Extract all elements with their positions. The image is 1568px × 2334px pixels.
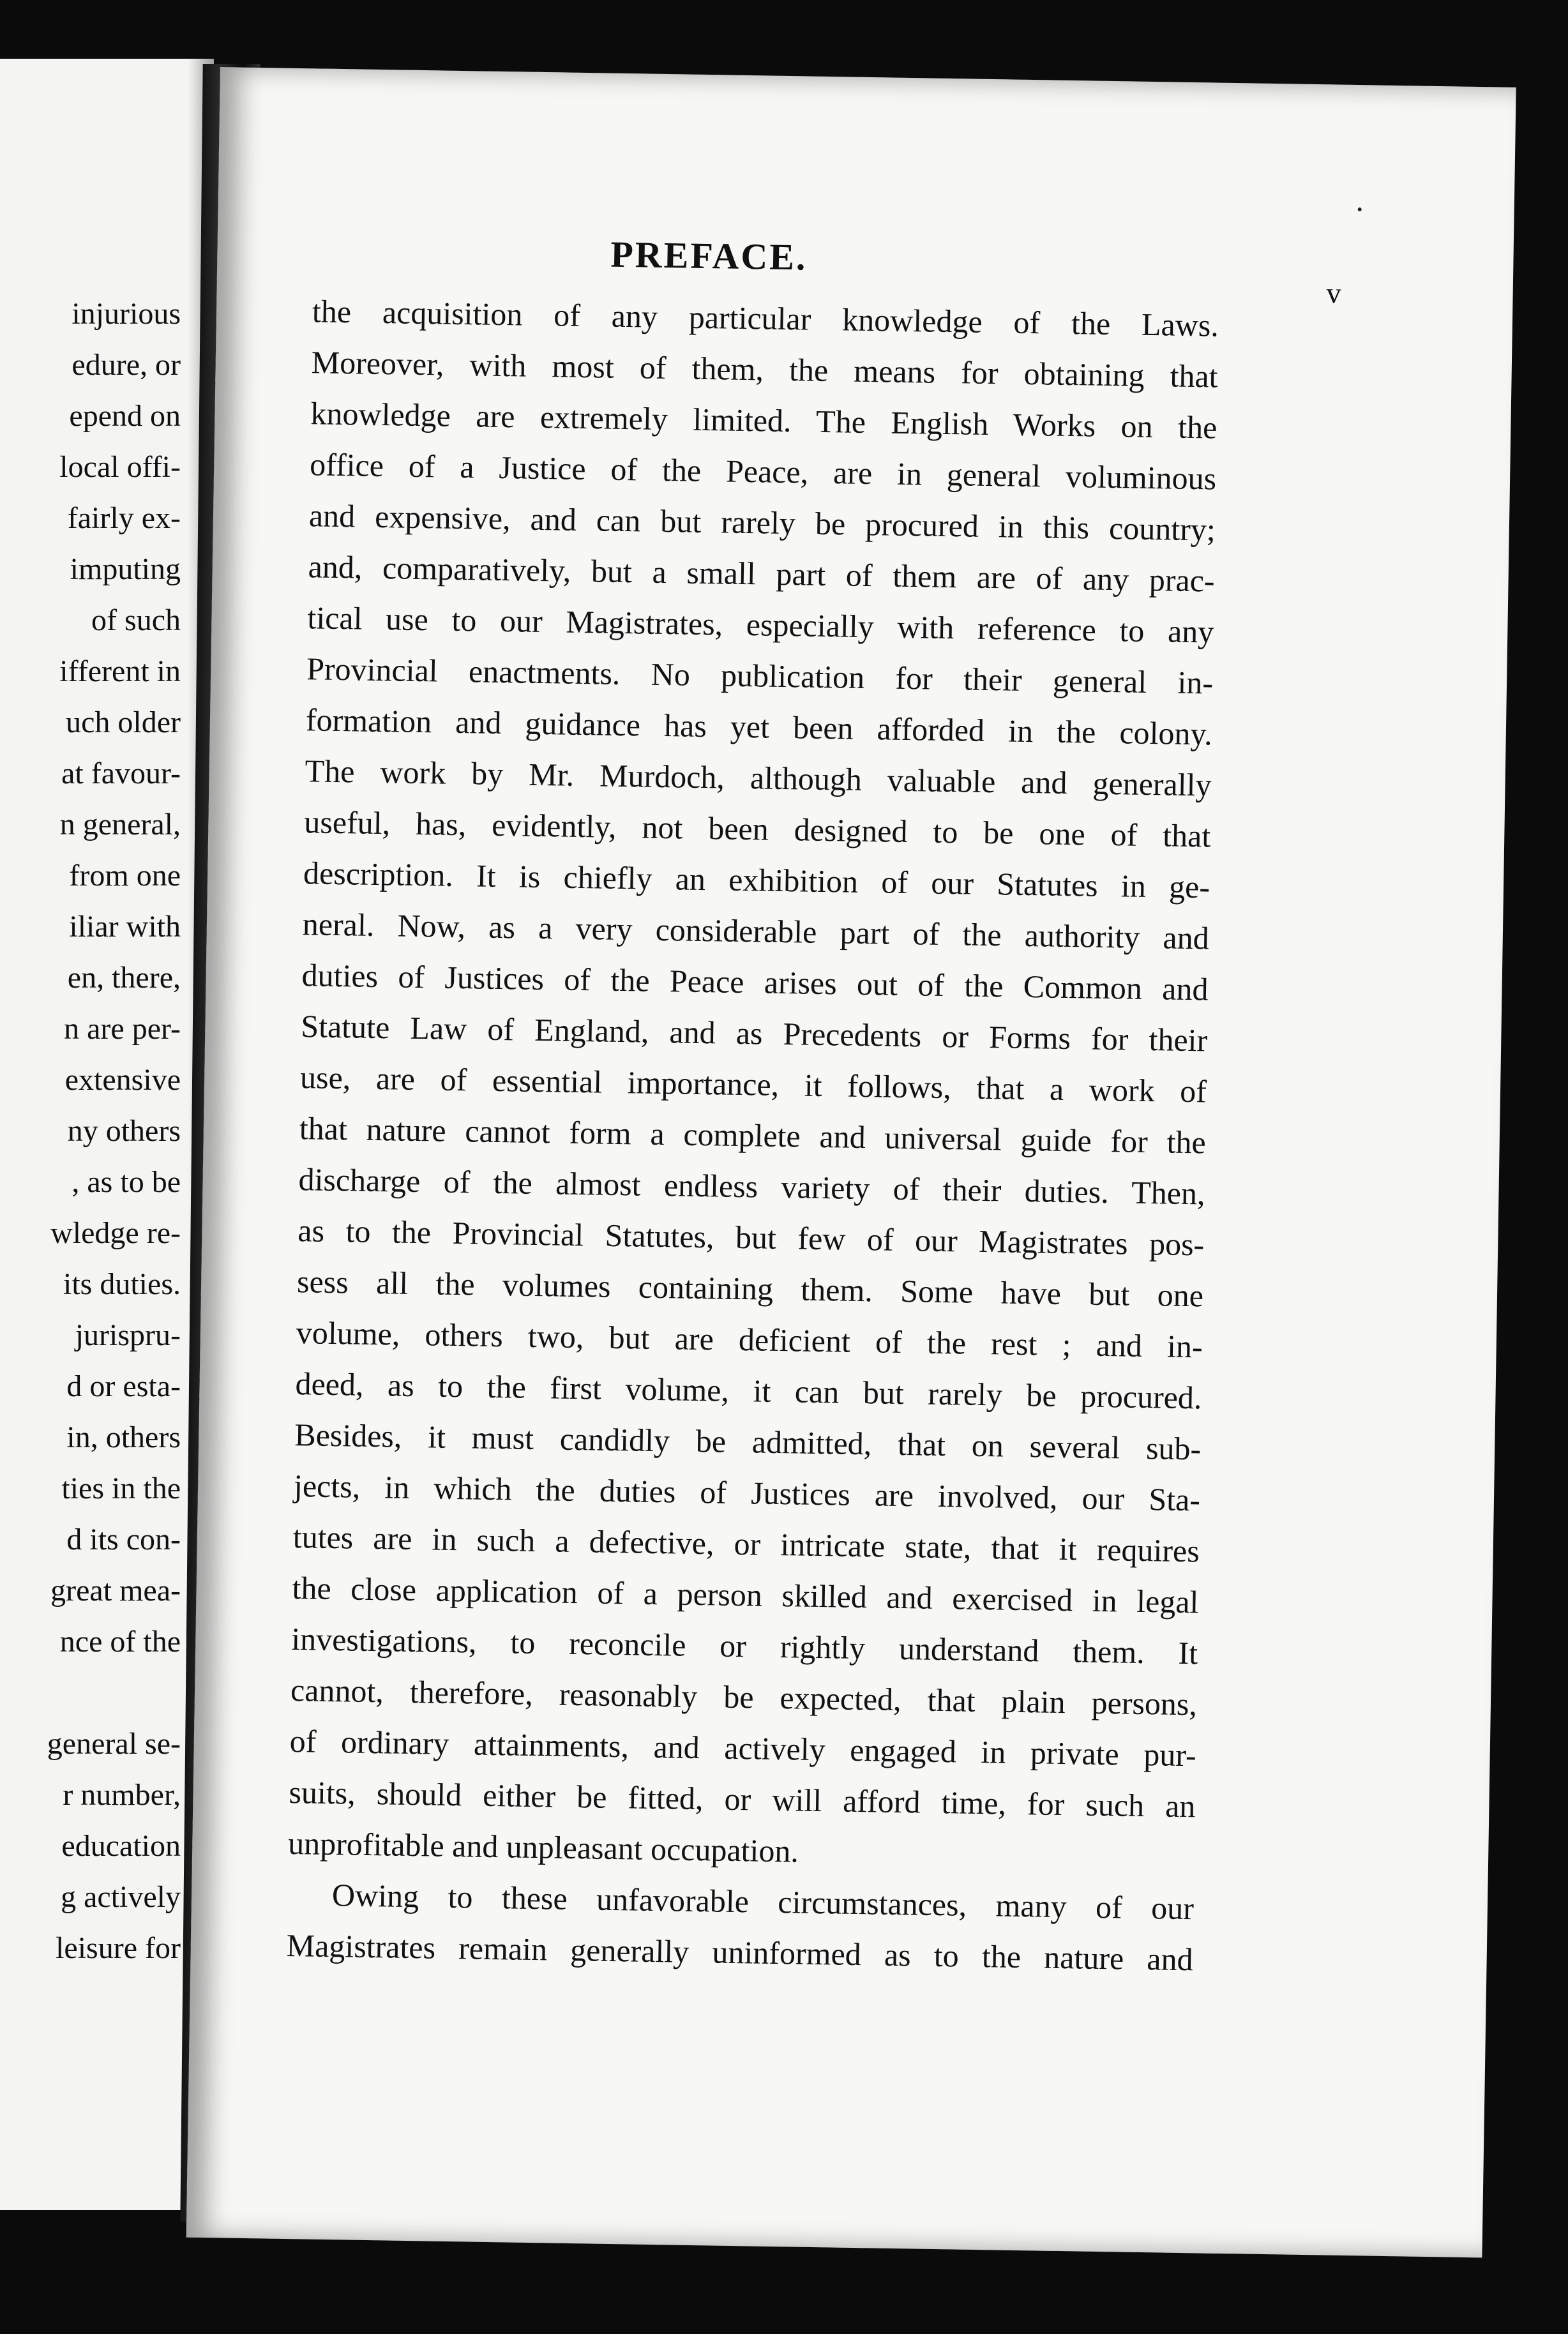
previous-page-line: r number, bbox=[63, 1778, 181, 1812]
preface-page bbox=[186, 67, 1516, 2257]
previous-page-line: ny others bbox=[67, 1114, 181, 1148]
previous-page-line: great mea- bbox=[50, 1574, 181, 1607]
text-line: as to the Provincial Statutes, but few of our Magistrates pos- bbox=[297, 1212, 1205, 1263]
previous-page-line: n general, bbox=[59, 808, 181, 841]
previous-page-line: imputing bbox=[70, 552, 181, 586]
previous-page-line: fairly ex- bbox=[67, 501, 181, 535]
text-line: Magistrates remain generally uninformed as to the nature and bbox=[286, 1927, 1194, 1978]
previous-page-line: n are per- bbox=[64, 1012, 181, 1046]
previous-page-line: iliar with bbox=[69, 910, 181, 944]
text-line: volume, others two, but are deficient of the rest ; and in- bbox=[296, 1314, 1203, 1365]
previous-page-line: injurious bbox=[72, 297, 181, 331]
text-line: tical use to our Magistrates, especially with reference to any bbox=[307, 599, 1214, 650]
text-line: knowledge are extremely limited. The English Works on the bbox=[310, 395, 1217, 446]
previous-page-line: jurispru- bbox=[75, 1318, 181, 1352]
previous-page-line: in, others bbox=[66, 1420, 181, 1454]
previous-page-line: from one bbox=[69, 859, 181, 892]
text-line: suits, should either be fitted, or will afford time, for such an bbox=[289, 1774, 1196, 1825]
text-line: description. It is chiefly an exhibition of our Statutes in ge- bbox=[303, 855, 1210, 905]
previous-page-line: uch older bbox=[66, 705, 181, 739]
previous-page-line: education bbox=[61, 1829, 181, 1863]
text-line: useful, has, evidently, not been designed to be one of that bbox=[304, 804, 1211, 854]
text-line: neral. Now, as a very considerable part of the authority and bbox=[302, 906, 1210, 956]
previous-page-line: , as to be bbox=[72, 1165, 181, 1199]
previous-page-line: d or esta- bbox=[66, 1369, 181, 1403]
text-line: and, comparatively, but a small part of them are of any prac- bbox=[308, 548, 1215, 599]
text-line: sess all the volumes containing them. Some have but one bbox=[296, 1263, 1204, 1314]
previous-page-line: d its con- bbox=[66, 1523, 181, 1556]
paper-speck bbox=[1358, 207, 1362, 211]
text-line: cannot, therefore, reasonably be expected, that plain persons, bbox=[290, 1672, 1198, 1722]
text-line: use, are of essential importance, it follows, that a work of bbox=[299, 1059, 1207, 1110]
previous-page bbox=[0, 59, 214, 2210]
text-line: Moreover, with most of them, the means for obtaining that bbox=[311, 344, 1219, 395]
text-line: duties of Justices of the Peace arises out of the Common and bbox=[301, 957, 1209, 1007]
previous-page-line: general se- bbox=[47, 1727, 181, 1761]
previous-page-line: wledge re- bbox=[50, 1216, 181, 1250]
previous-page-line: of such bbox=[91, 603, 181, 637]
previous-page-line: epend on bbox=[69, 399, 181, 433]
previous-page-line bbox=[0, 1668, 181, 1719]
previous-page-line: g actively bbox=[61, 1880, 181, 1914]
text-line: and expensive, and can but rarely be procured in this country; bbox=[308, 497, 1216, 548]
previous-page-line: at favour- bbox=[61, 757, 181, 790]
text-line: that nature cannot form a complete and universal guide for the bbox=[299, 1110, 1207, 1161]
text-line: investigations, to reconcile or rightly understand them. It bbox=[290, 1621, 1198, 1671]
text-line: Owing to these unfavorable circumstances, many of our bbox=[331, 1877, 1195, 1927]
page-header: PREFACE. bbox=[610, 233, 808, 278]
text-line: deed, as to the first volume, it can but rarely be procured. bbox=[295, 1366, 1202, 1416]
text-line: Statute Law of England, and as Precedents or Forms for their bbox=[300, 1008, 1208, 1058]
previous-page-line: extensive bbox=[64, 1063, 181, 1097]
previous-page-text bbox=[0, 289, 181, 1974]
text-line: formation and guidance has yet been afforded in the colony. bbox=[305, 702, 1213, 752]
text-line: the acquisition of any particular knowledge of the Laws. bbox=[312, 293, 1219, 343]
previous-page-line: leisure for bbox=[56, 1931, 181, 1965]
text-line: unprofitable and unpleasant occupation. bbox=[287, 1825, 799, 1869]
text-line: Provincial enactments. No publication for their general in- bbox=[306, 651, 1214, 701]
body-text bbox=[286, 285, 1219, 1985]
previous-page-line: local offi- bbox=[59, 450, 181, 484]
text-line: Besides, it must candidly be admitted, that on several sub- bbox=[294, 1417, 1202, 1467]
previous-page-line: edure, or bbox=[72, 348, 181, 382]
text-line: office of a Justice of the Peace, are in general voluminous bbox=[309, 446, 1217, 497]
text-line: the close application of a person skilled and exercised in legal bbox=[292, 1570, 1199, 1620]
previous-page-line: its duties. bbox=[63, 1267, 181, 1301]
text-line: tutes are in such a defective, or intricate state, that it requires bbox=[292, 1519, 1200, 1569]
text-line: The work by Mr. Murdoch, although valuable and generally bbox=[305, 753, 1212, 803]
text-line: discharge of the almost endless variety of their duties. Then, bbox=[298, 1161, 1205, 1212]
previous-page-line: ties in the bbox=[61, 1472, 181, 1505]
previous-page-line: nce of the bbox=[59, 1625, 181, 1659]
text-line: of ordinary attainments, and actively engaged in private pur- bbox=[289, 1723, 1197, 1773]
page-signature-mark: v bbox=[1326, 276, 1342, 310]
previous-page-line: en, there, bbox=[67, 961, 181, 995]
text-line: jects, in which the duties of Justices are involved, our Sta- bbox=[293, 1468, 1201, 1518]
previous-page-line: ifferent in bbox=[59, 654, 181, 688]
